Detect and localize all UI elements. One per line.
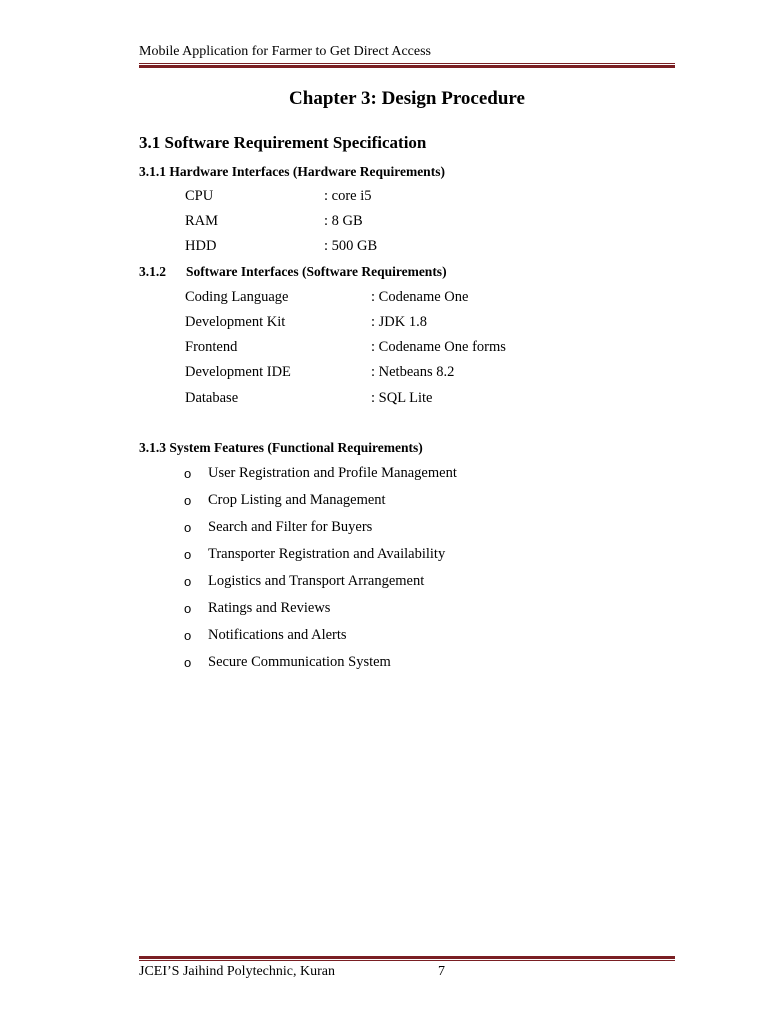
- software-value-frontend: : Codename One forms: [371, 339, 506, 355]
- software-label-coding-language: Coding Language: [185, 289, 289, 305]
- feature-item: Crop Listing and Management: [208, 492, 386, 508]
- chapter-title: Chapter 3: Design Procedure: [289, 88, 525, 109]
- feature-item: Ratings and Reviews: [208, 600, 331, 616]
- footer-institution: JCEI’S Jaihind Polytechnic, Kuran: [139, 964, 335, 979]
- bullet-marker: o: [184, 601, 192, 616]
- footer-rule-thick: [139, 956, 675, 959]
- feature-item: Logistics and Transport Arrangement: [208, 573, 425, 589]
- footer-rule-thin: [139, 960, 675, 961]
- bullet-marker: o: [184, 493, 192, 508]
- software-value-database: : SQL Lite: [371, 390, 433, 406]
- feature-item: Search and Filter for Buyers: [208, 519, 373, 535]
- feature-item: Transporter Registration and Availability: [208, 546, 446, 562]
- running-header: Mobile Application for Farmer to Get Direct Access: [139, 44, 431, 59]
- bullet-marker: o: [184, 547, 192, 562]
- header-rule-thin: [139, 63, 675, 64]
- hardware-label-ram: RAM: [185, 213, 219, 229]
- features-heading: 3.1.3 System Features (Functional Requirements): [139, 440, 423, 455]
- hardware-label-hdd: HDD: [185, 238, 217, 254]
- hardware-value-ram: : 8 GB: [324, 213, 363, 229]
- page-number: 7: [438, 964, 445, 979]
- software-heading-number: 3.1.2: [139, 264, 166, 279]
- software-label-development-ide: Development IDE: [185, 364, 291, 380]
- software-heading-text: Software Interfaces (Software Requirements): [186, 264, 447, 279]
- software-value-coding-language: : Codename One: [371, 289, 469, 305]
- header-rule-thick: [139, 65, 675, 68]
- section-title: 3.1 Software Requirement Specification: [139, 133, 427, 152]
- software-label-frontend: Frontend: [185, 339, 238, 355]
- bullet-marker: o: [184, 520, 192, 535]
- bullet-marker: o: [184, 655, 192, 670]
- hardware-heading: 3.1.1 Hardware Interfaces (Hardware Requirements): [139, 164, 445, 179]
- bullet-marker: o: [184, 574, 192, 589]
- bullet-marker: o: [184, 466, 192, 481]
- hardware-value-hdd: : 500 GB: [324, 238, 378, 254]
- software-label-database: Database: [185, 390, 239, 406]
- feature-item: User Registration and Profile Management: [208, 465, 457, 481]
- software-label-development-kit: Development Kit: [185, 314, 286, 330]
- software-value-development-ide: : Netbeans 8.2: [371, 364, 455, 380]
- software-heading: [139, 264, 447, 280]
- software-value-development-kit: : JDK 1.8: [371, 314, 427, 330]
- feature-item: Notifications and Alerts: [208, 627, 347, 643]
- hardware-label-cpu: CPU: [185, 188, 214, 204]
- hardware-value-cpu: : core i5: [324, 188, 372, 204]
- bullet-marker: o: [184, 628, 192, 643]
- feature-item: Secure Communication System: [208, 654, 391, 670]
